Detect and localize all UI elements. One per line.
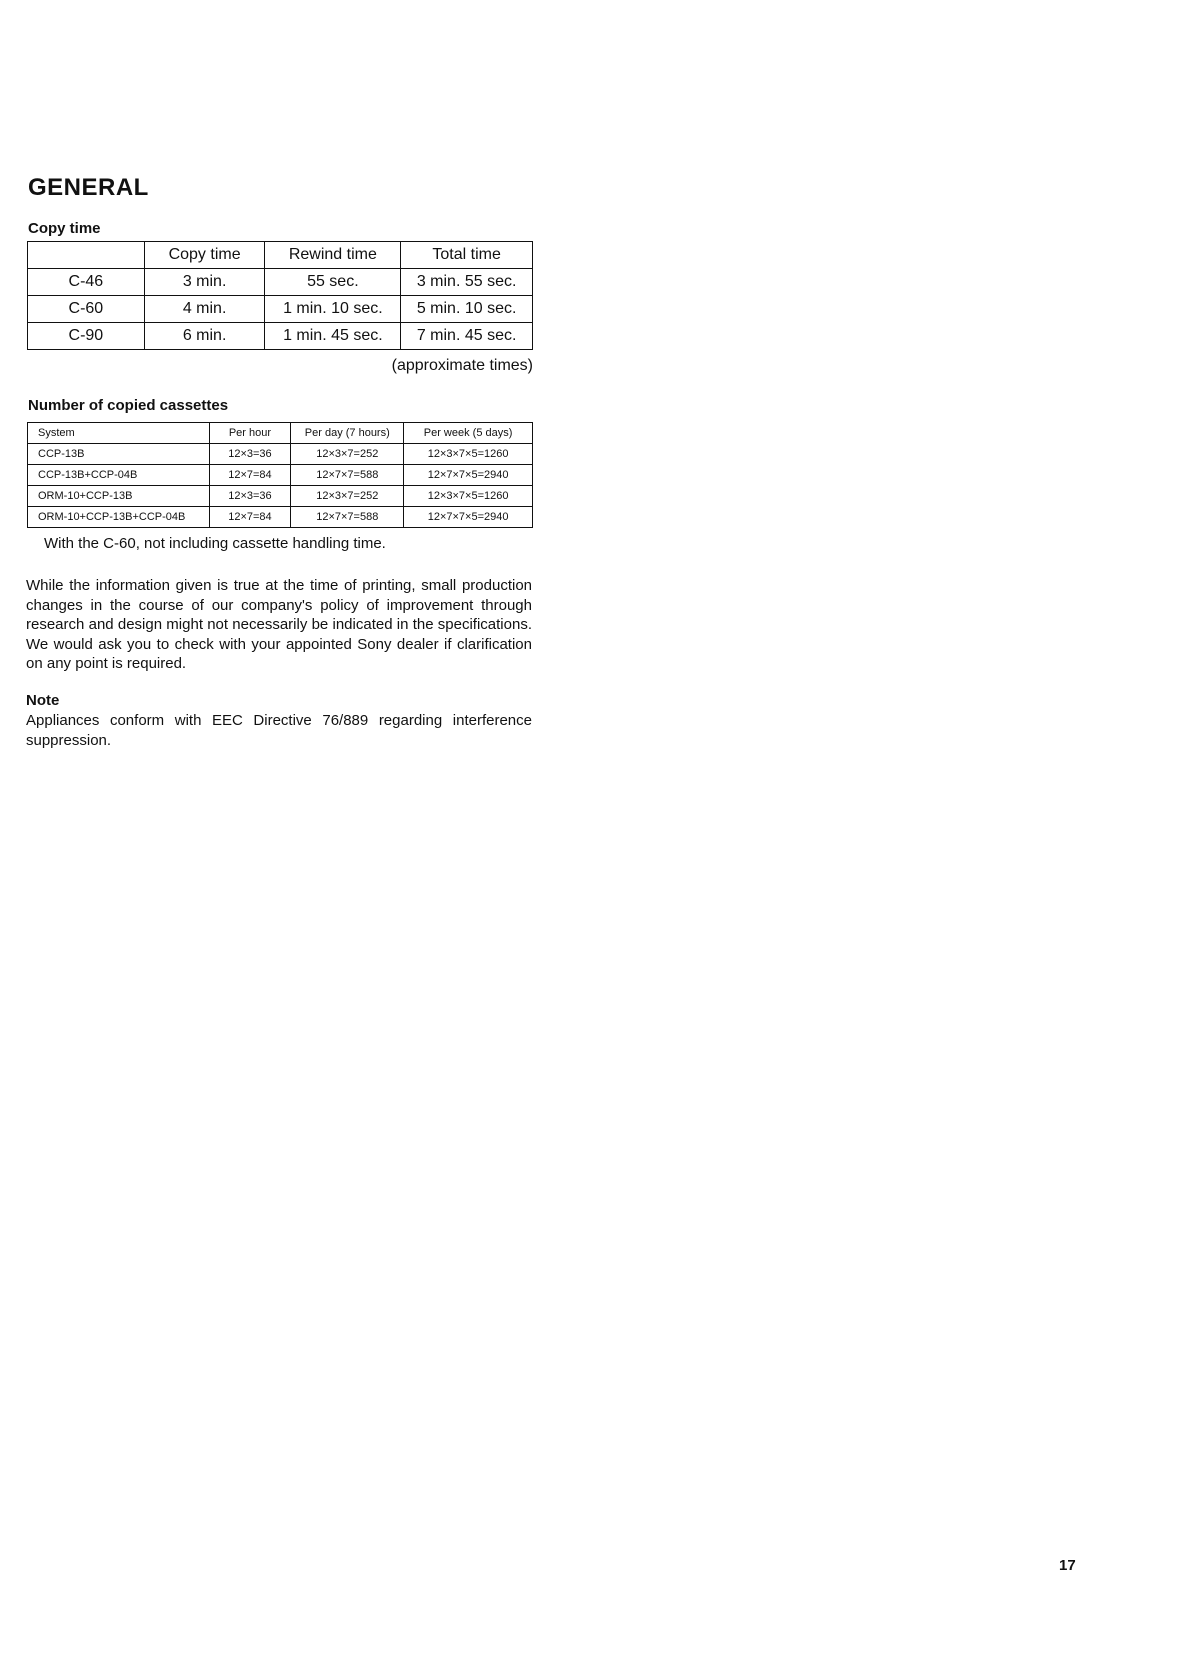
table-cell: 6 min.	[144, 323, 265, 350]
copied-cassettes-footnote: With the C-60, not including cassette handling time.	[44, 535, 386, 552]
table-row	[28, 296, 533, 323]
table-cell: CCP-13B	[28, 444, 210, 465]
page-number: 17	[1059, 1557, 1076, 1574]
column-header: Per hour	[209, 423, 291, 444]
column-header: Copy time	[144, 242, 265, 269]
table-row	[28, 444, 533, 465]
page-heading: GENERAL	[28, 174, 149, 201]
note-text: Appliances conform with EEC Directive 76/889 regarding interference suppression.	[26, 712, 532, 749]
table-cell: 12×7=84	[209, 507, 291, 528]
table-cell: C-60	[28, 296, 145, 323]
table-row	[28, 507, 533, 528]
table-cell: 12×7=84	[209, 465, 291, 486]
table-row	[28, 269, 533, 296]
table-cell: ORM-10+CCP-13B	[28, 486, 210, 507]
table-row	[28, 323, 533, 350]
table-cell: C-46	[28, 269, 145, 296]
table-cell: 1 min. 45 sec.	[265, 323, 401, 350]
column-header: Per day (7 hours)	[291, 423, 404, 444]
table-cell: 3 min.	[144, 269, 265, 296]
table-cell: 1 min. 10 sec.	[265, 296, 401, 323]
copied-cassettes-table	[27, 422, 533, 528]
table-cell: 12×7×7=588	[291, 507, 404, 528]
table-row	[28, 465, 533, 486]
table-cell: 4 min.	[144, 296, 265, 323]
copy-time-table	[27, 241, 533, 350]
copy-time-title: Copy time	[28, 220, 101, 237]
copy-time-footnote: (approximate times)	[391, 357, 533, 374]
column-header: System	[28, 423, 210, 444]
table-cell: CCP-13B+CCP-04B	[28, 465, 210, 486]
table-cell: 12×3×7=252	[291, 444, 404, 465]
note-title: Note	[26, 692, 60, 709]
table-cell: 12×3=36	[209, 444, 291, 465]
column-header: Total time	[401, 242, 533, 269]
table-cell: 3 min. 55 sec.	[401, 269, 533, 296]
copied-cassettes-title: Number of copied cassettes	[28, 397, 229, 414]
table-cell: 55 sec.	[265, 269, 401, 296]
table-cell: 12×3×7×5=1260	[404, 444, 533, 465]
table-cell: 12×7×7=588	[291, 465, 404, 486]
column-header: Rewind time	[265, 242, 401, 269]
table-cell: 7 min. 45 sec.	[401, 323, 533, 350]
table-cell: 12×7×7×5=2940	[404, 507, 533, 528]
table-cell: C-90	[28, 323, 145, 350]
table-header-row	[28, 423, 533, 444]
table-cell: 12×3×7×5=1260	[404, 486, 533, 507]
table-cell: 12×3×7=252	[291, 486, 404, 507]
table-cell: 12×3=36	[209, 486, 291, 507]
table-cell: ORM-10+CCP-13B+CCP-04B	[28, 507, 210, 528]
table-cell: 5 min. 10 sec.	[401, 296, 533, 323]
column-header: Per week (5 days)	[404, 423, 533, 444]
disclaimer-paragraph: While the information given is true at the time of printing, small production changes in the course of our company's policy of improvement through research and design might not necessarily be indicated in the specifications. We would ask you to check with your appointed Sony dealer if clarification on any point is required.	[26, 577, 532, 672]
column-header	[28, 242, 145, 269]
table-header-row	[28, 242, 533, 269]
table-cell: 12×7×7×5=2940	[404, 465, 533, 486]
table-row	[28, 486, 533, 507]
